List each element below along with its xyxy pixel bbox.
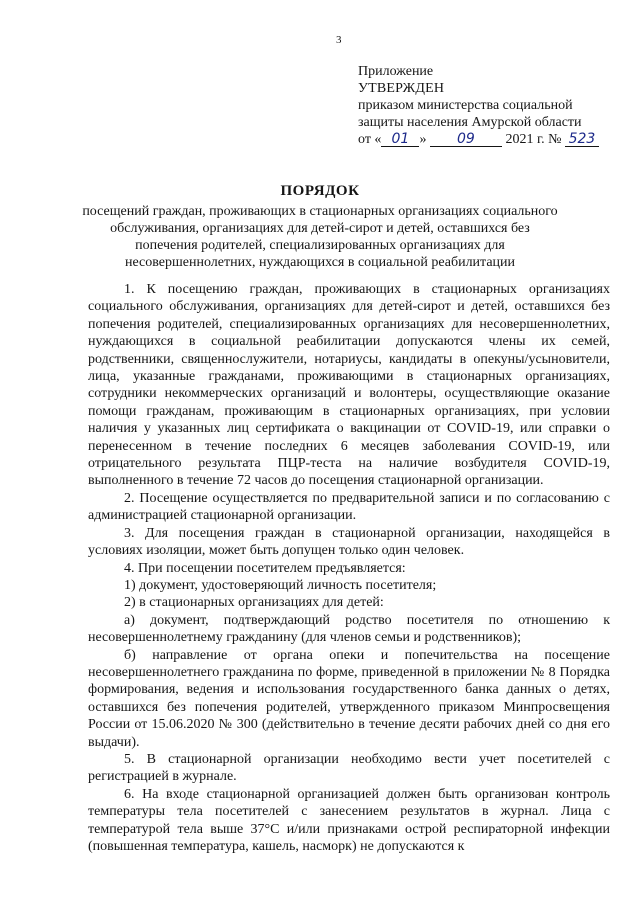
document-body [88, 281, 610, 855]
page-number: 3 [336, 34, 342, 46]
paragraph: 3. Для посещения граждан в стационарной организации, находящейся в условиях изоляции, может быть допущен только один человек. [88, 525, 610, 559]
date-prefix: от « [358, 132, 382, 147]
paragraph: б) направление от органа опеки и попечительства на посещение несовершеннолетнего гражданина по форме, приведенной в приложении № 8 Порядка формирования, ведения и использования государственного банка данных о детях, оставшихся без попечения родителей, утвержденного приказом Минпросвещения России от 15.06.2020 № 300 (действительно в течение десяти рабочих дней со дня его выдачи). [88, 647, 610, 750]
paragraph: 1) документ, удостоверяющий личность посетителя; [124, 577, 437, 593]
approved-label: УТВЕРЖДЕН [358, 81, 445, 96]
document-title: ПОРЯДОК [280, 183, 360, 199]
order-day: 01 [391, 131, 410, 147]
paragraph: 4. При посещении посетителем предъявляется: [124, 560, 406, 576]
order-line-2: защиты населения Амурской области [358, 115, 582, 130]
appendix-label: Приложение [358, 64, 434, 79]
document-subtitle: посещений граждан, проживающих в стационарных организациях социального обслуживания, организациях для детей-сирот и детей, оставшихся без попечения родителей, специализированных организациях для несовершеннолетних, нуждающихся в социальной реабилитации [82, 204, 558, 270]
paragraph: а) документ, подтверждающий родство посетителя по отношению к несовершеннолетнему гражданину (для членов семьи и родственников); [88, 612, 610, 646]
order-line-1: приказом министерства социальной [358, 98, 573, 113]
date-mid: » [419, 132, 427, 147]
paragraph: 5. В стационарной организации необходимо вести учет посетителей с регистрацией в журнале. [88, 751, 610, 785]
order-year: 2021 г. № [505, 132, 562, 147]
order-number: 523 [568, 131, 596, 147]
approval-block [358, 63, 628, 148]
order-month: 09 [457, 131, 475, 147]
order-date-row [358, 131, 628, 148]
paragraph: 1. К посещению граждан, проживающих в стационарных организациях социального обслуживания, организациях для детей-сирот и детей, оставшихся без попечения родителей, специализированных организациях для несовершеннолетних, нуждающихся в социальной реабилитации допускаются члены их семей, родственники, священнослужители, нотариусы, кандидаты в опекуны/усыновители, лица, указанные гражданами, проживающими в стационарных организациях, сотрудники некоммерческих организаций и волонтеры, осуществляющие оказание помощи гражданам, проживающим в стационарных организациях, при условии наличия у указанных лиц сертификата о вакцинации от COVID-19, или справки о перенесенном в течение последних 6 месяцев заболевания COVID-19, или отрицательного результата ПЦР-теста на наличие возбудителя COVID-19, выполненного в течение 72 часов до посещения стационарной организации. [88, 282, 610, 489]
paragraph: 6. На входе стационарной организацией должен быть организован контроль температуры тела посетителей с занесением результатов в журнал. Лица с температурой тела выше 37°С и/или признаками острой респираторной инфекции (повышенная температура, кашель, насморк) не допускаются к [88, 786, 610, 854]
paragraph: 2. Посещение осуществляется по предварительной записи и по согласованию с администрацией стационарной организации. [88, 490, 610, 524]
paragraph: 2) в стационарных организациях для детей: [124, 595, 384, 611]
